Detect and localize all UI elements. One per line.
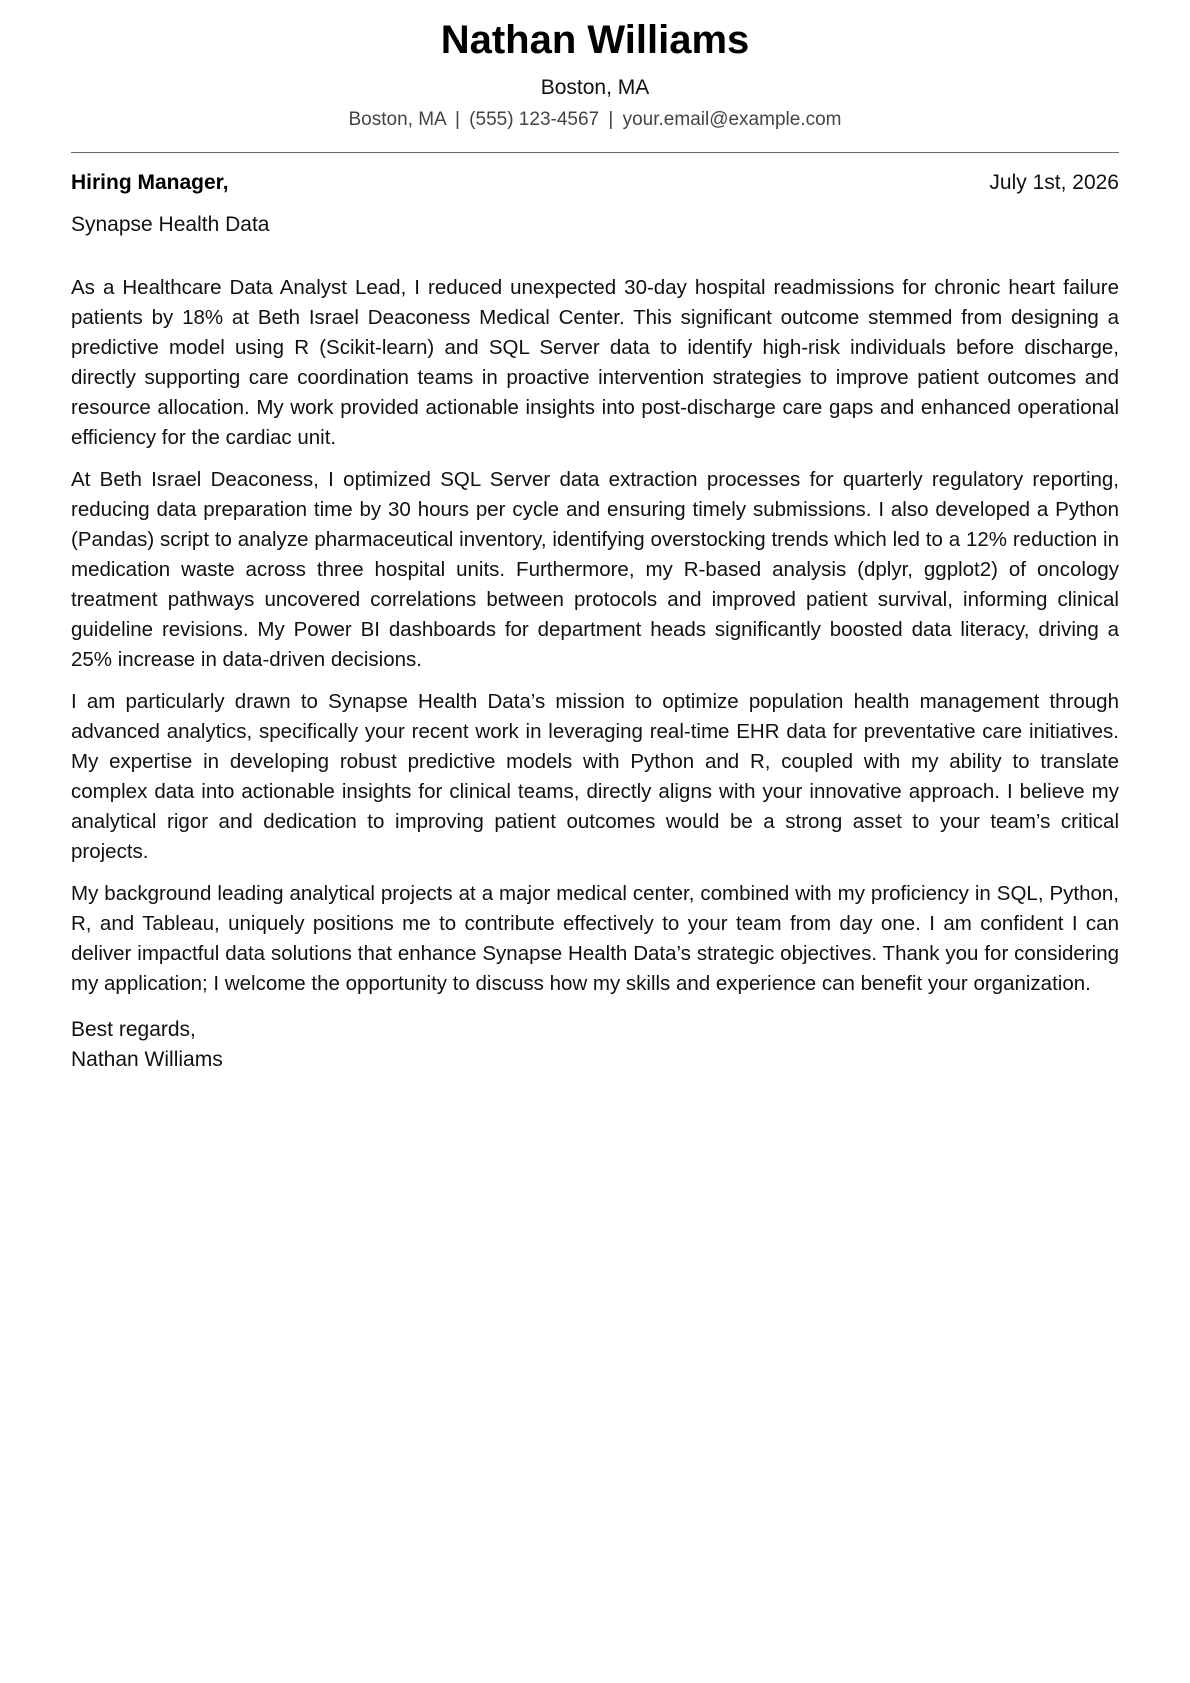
closing-phrase: Best regards, xyxy=(71,1018,196,1041)
letter-date: July 1st, 2026 xyxy=(989,171,1119,194)
contact-city: Boston, MA xyxy=(348,109,446,130)
applicant-location: Boston, MA xyxy=(540,76,650,99)
recipient-salutation: Hiring Manager, xyxy=(71,171,229,194)
signature-name: Nathan Williams xyxy=(71,1048,223,1071)
contact-email: your.email@example.com xyxy=(622,109,842,130)
recipient-date-row xyxy=(71,169,1119,197)
contact-separator: | xyxy=(454,109,460,130)
body-paragraph: At Beth Israel Deaconess, I optimized SQL Server data extraction processes for quarterly regulatory reporting, reducing data preparation time by 30 hours per cycle and ensuring timely submissions. I also developed a Python (Pandas) script to analyze pharmaceutical inventory, identifying overstocking trends which led to a 12% reduction in medication waste across three hospital units. Furthermore, my R-based analysis (dplyr, ggplot2) of oncology treatment pathways uncovered correlations between protocols and improved patient survival, informing clinical guideline revisions. My Power BI dashboards for department heads significantly boosted data literacy, driving a 25% increase in data-driven decisions. xyxy=(71,468,1119,671)
body-paragraph: I am particularly drawn to Synapse Health Data’s mission to optimize population health management through advanced analytics, specifically your recent work in leveraging real-time EHR data for preventative care initiatives. My expertise in developing robust predictive models with Python and R, coupled with my ability to translate complex data into actionable insights for clinical teams, directly aligns with your innovative approach. I believe my analytical rigor and dedication to improving patient outcomes would be a strong asset to your team’s critical projects. xyxy=(71,690,1119,863)
contact-separator: | xyxy=(608,109,614,130)
cover-letter-page xyxy=(71,0,1119,1075)
letter-body xyxy=(71,273,1119,999)
company-name: Synapse Health Data xyxy=(71,213,270,236)
letter-closing xyxy=(71,1015,1119,1075)
applicant-name: Nathan Williams xyxy=(440,18,750,62)
contact-line xyxy=(71,108,1119,132)
header-divider xyxy=(71,152,1119,153)
body-paragraph: As a Healthcare Data Analyst Lead, I reduced unexpected 30-day hospital readmissions for chronic heart failure patients by 18% at Beth Israel Deaconess Medical Center. This significant outcome stemmed from designing a predictive model using R (Scikit-learn) and SQL Server data to identify high-risk individuals before discharge, directly supporting care coordination teams in proactive intervention strategies to improve patient outcomes and resource allocation. My work provided actionable insights into post-discharge care gaps and enhanced operational efficiency for the cardiac unit. xyxy=(71,276,1119,449)
body-paragraph: My background leading analytical projects at a major medical center, combined with my proficiency in SQL, Python, R, and Tableau, uniquely positions me to contribute effectively to your team from day one. I am confident I can deliver impactful data solutions that enhance Synapse Health Data’s strategic objectives. Thank you for considering my application; I welcome the opportunity to discuss how my skills and experience can benefit your organization. xyxy=(71,882,1119,995)
contact-phone: (555) 123-4567 xyxy=(469,109,600,130)
